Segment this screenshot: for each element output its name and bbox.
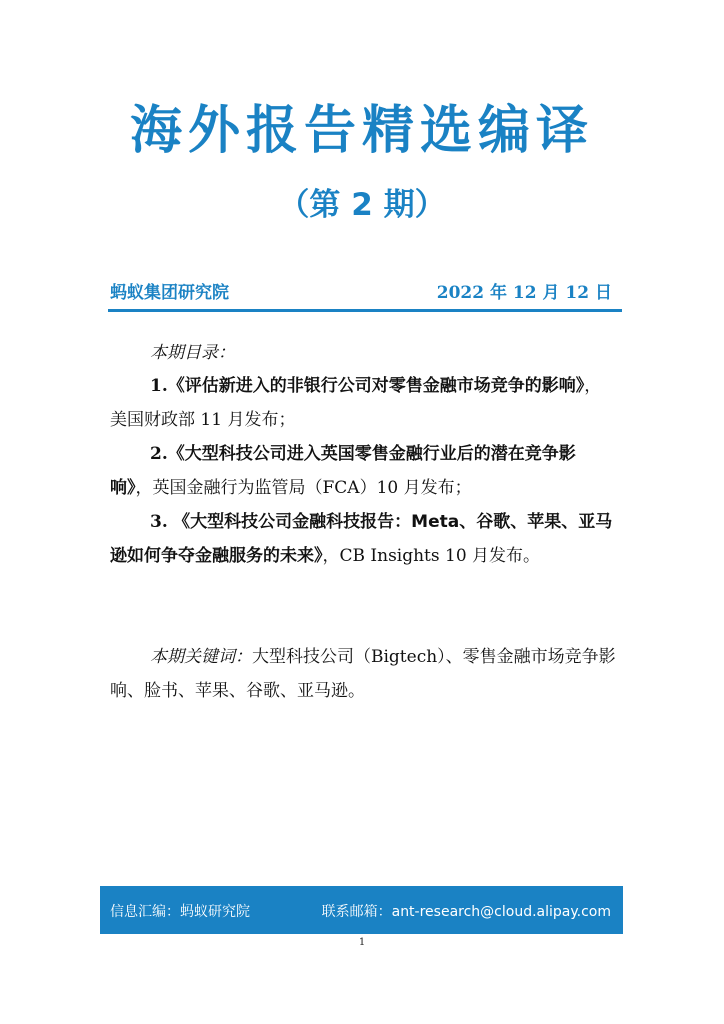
footer-bar: [100, 886, 623, 934]
toc-item-number: 3.: [150, 512, 168, 532]
publish-date: 2022 年 12 月 12 日: [436, 283, 612, 303]
toc-item-source: ，CB Insights 10 月发布。: [322, 546, 541, 566]
keywords-text: 大型科技公司（Bigtech）、零售金融市场竞争影响、脸书、苹果、谷歌、亚马逊。: [110, 647, 616, 701]
toc-item-2: [110, 437, 616, 505]
toc-item-source: ，美国财政部 11 月发布；: [110, 376, 602, 430]
toc-label: 本期目录：: [150, 343, 235, 363]
toc-item-number: 2.: [150, 444, 168, 464]
toc-item-source: ，英国金融行为监管局（FCA）10 月发布；: [135, 478, 472, 498]
toc-item-number: 1.: [150, 376, 168, 396]
toc-item-title: 《大型科技公司金融科技报告：Meta、谷歌、苹果、亚马逊如何争夺金融服务的未来》: [110, 512, 613, 566]
toc-item-3: [110, 505, 616, 573]
header-divider: [108, 309, 622, 312]
issue-number: （第 2 期）: [278, 187, 446, 223]
keywords-label: 本期关键词：: [150, 647, 252, 667]
toc-item-title: 《大型科技公司进入英国零售金融行业后的潜在竞争影响》: [110, 444, 576, 498]
footer-contact-email: 联系邮箱：ant-research@cloud.alipay.com: [321, 904, 611, 920]
organization-name: 蚂蚁集团研究院: [110, 283, 229, 303]
report-title: 海外报告精选编译: [129, 100, 594, 161]
toc-item-1: [110, 369, 616, 437]
page-number: 1: [358, 937, 366, 948]
keywords-section: [110, 640, 616, 708]
header-row: [110, 278, 612, 308]
toc-item-title: 《评估新进入的非银行公司对零售金融市场竞争的影响》: [167, 376, 585, 396]
footer-compiler: 信息汇编：蚂蚁研究院: [110, 904, 250, 920]
